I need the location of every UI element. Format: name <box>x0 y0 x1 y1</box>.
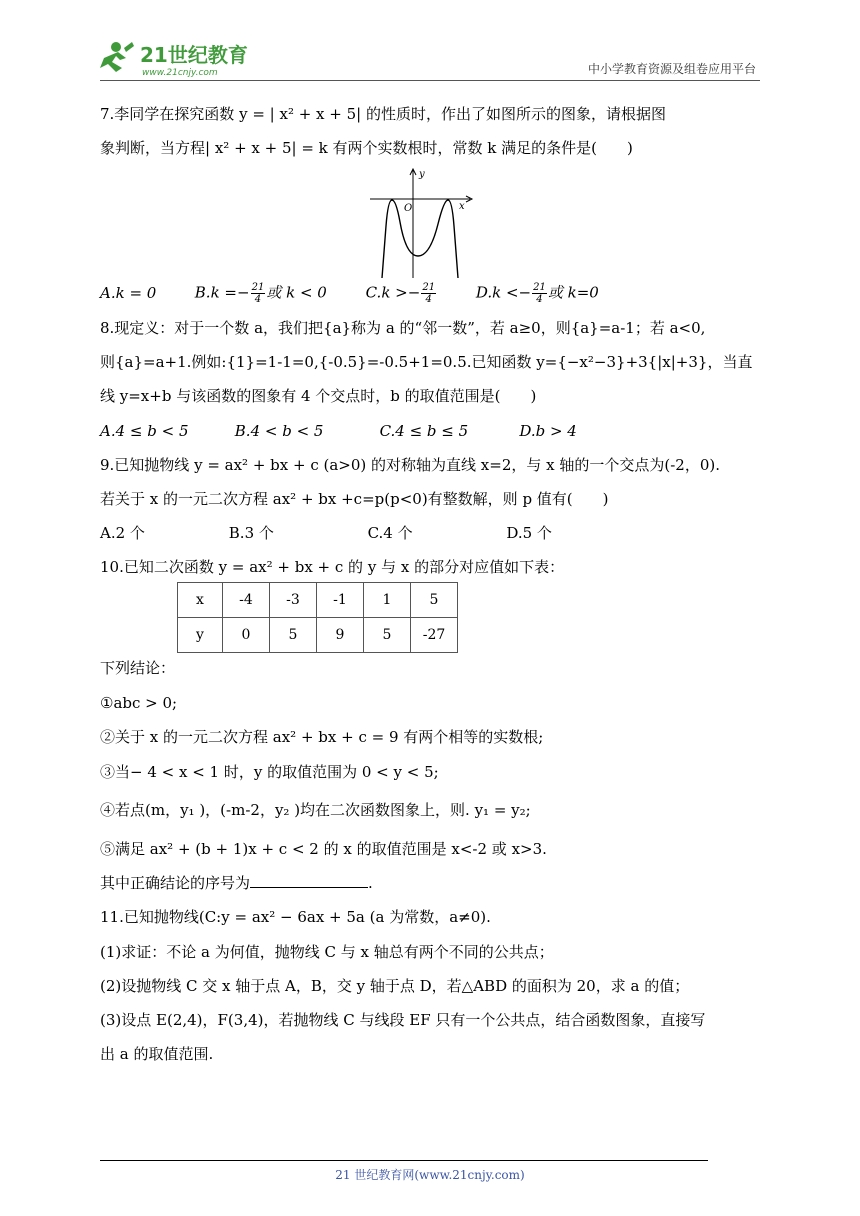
q8-line2: 则{a}=a+1.例如:{1}=1-1=0,{-0.5}=-0.5+1=0.5.已知函数 y={−x²−3}+3{|x|+3}，当直 <box>100 353 753 371</box>
footer-site-text: 21 世纪教育网(www.21cnjy.com) <box>335 1168 525 1182</box>
header-divider <box>100 80 760 81</box>
q9-options <box>100 523 552 543</box>
table-cell: -27 <box>411 618 458 653</box>
q9-option-d: D.5 个 <box>506 524 552 542</box>
q7-option-b: B.k =− $\frac{21}{4}$ 或 k < 0 <box>194 282 327 305</box>
svg-text:www.21cnjy.com: www.21cnjy.com <box>142 68 218 78</box>
q7-line2: 象判断，当方程| x² + x + 5| = k 有两个实数根时，常数 k 满足的条件是( ) <box>100 139 633 157</box>
svg-text:21世纪教育: 21世纪教育 <box>140 43 248 67</box>
q7-line1: 7.李同学在探究函数 y = | x² + x + 5| 的性质时，作出了如图所示的图象，请根据图 <box>100 105 666 123</box>
table-cell: 9 <box>317 618 364 653</box>
q8-options <box>100 421 577 441</box>
header-platform-text: 中小学教育资源及组卷应用平台 <box>587 62 756 76</box>
table-cell: 5 <box>270 618 317 653</box>
q7-option-d: D.k <− $\frac{21}{4}$ 或 k=0 <box>475 282 599 305</box>
graph-x-label: x <box>459 201 465 212</box>
q8-option-a: A.4 ≤ b < 5 <box>100 422 189 440</box>
q11-part2: (2)设抛物线 C 交 x 轴于点 A，B，交 y 轴于点 D，若△ABD 的面积为 20，求 a 的值； <box>100 977 690 995</box>
q10-conclusion-3: ③当− 4 < x < 1 时，y 的取值范围为 0 < y < 5; <box>100 763 439 781</box>
table-cell: -1 <box>317 583 364 618</box>
site-logo <box>96 38 266 78</box>
table-cell: y <box>178 618 223 653</box>
q8-option-b: B.4 < b < 5 <box>234 422 324 440</box>
table-row <box>178 618 458 653</box>
table-cell: 5 <box>411 583 458 618</box>
q10-conclusion-4: ④若点(m，y₁ )，(-m-2，y₂ )均在二次函数图象上，则. y₁ = y₂; <box>100 801 531 819</box>
q9-option-a: A.2 个 <box>100 524 145 542</box>
q9-option-b: B.3 个 <box>228 524 274 542</box>
table-cell: x <box>178 583 223 618</box>
q9-line1: 9.已知抛物线 y = ax² + bx + c (a>0) 的对称轴为直线 x=2，与 x 轴的一个交点为(-2，0). <box>100 456 721 474</box>
q11-part1: (1)求证：不论 a 为何值，抛物线 C 与 x 轴总有两个不同的公共点； <box>100 943 554 961</box>
answer-blank <box>250 873 368 888</box>
q8-line3: 线 y=x+b 与该函数的图象有 4 个交点时，b 的取值范围是( ) <box>100 387 537 405</box>
q10-answer-line: 其中正确结论的序号为 . <box>100 874 373 892</box>
q8-option-c: C.4 ≤ b ≤ 5 <box>379 422 469 440</box>
q7-option-c: C.k >− $\frac{21}{4}$ <box>365 282 436 305</box>
table-cell: 1 <box>364 583 411 618</box>
q8-line1: 8.现定义：对于一个数 a，我们把{a}称为 a 的“邻一数”，若 a≥0，则{a}=a-1；若 a<0, <box>100 319 706 337</box>
q11-part3-line1: (3)设点 E(2,4)，F(3,4)，若抛物线 C 与线段 EF 只有一个公共点，结合函数图象，直接写 <box>100 1011 706 1029</box>
q10-value-table <box>177 582 458 653</box>
table-cell: -3 <box>270 583 317 618</box>
table-cell: 0 <box>223 618 270 653</box>
table-cell: -4 <box>223 583 270 618</box>
q10-conclusion-5: ⑤满足 ax² + (b + 1)x + c < 2 的 x 的取值范围是 x<-2 或 x>3. <box>100 840 547 858</box>
q9-option-c: C.4 个 <box>367 524 413 542</box>
q11-line1: 11.已知抛物线(C:y = ax² − 6ax + 5a (a 为常数，a≠0). <box>100 908 491 926</box>
q7-graph <box>364 166 476 280</box>
q10-conclusion-1: ①abc > 0; <box>100 694 178 712</box>
footer-divider <box>100 1160 708 1161</box>
q11-part3-line2: 出 a 的取值范围. <box>100 1045 214 1063</box>
graph-origin-label: O <box>404 203 413 214</box>
q9-line2: 若关于 x 的一元二次方程 ax² + bx +c=p(p<0)有整数解，则 p 值有( ) <box>100 490 609 508</box>
q10-line1: 10.已知二次函数 y = ax² + bx + c 的 y 与 x 的部分对应值如下表： <box>100 558 565 576</box>
q10-intro: 下列结论： <box>100 659 176 677</box>
table-row <box>178 583 458 618</box>
q10-conclusion-2: ②关于 x 的一元二次方程 ax² + bx + c = 9 有两个相等的实数根; <box>100 728 544 746</box>
graph-y-label: y <box>419 169 425 180</box>
q7-option-a: A.k = 0 <box>100 283 157 302</box>
table-cell: 5 <box>364 618 411 653</box>
q7-options <box>100 282 599 305</box>
q8-option-d: D.b > 4 <box>519 422 577 440</box>
